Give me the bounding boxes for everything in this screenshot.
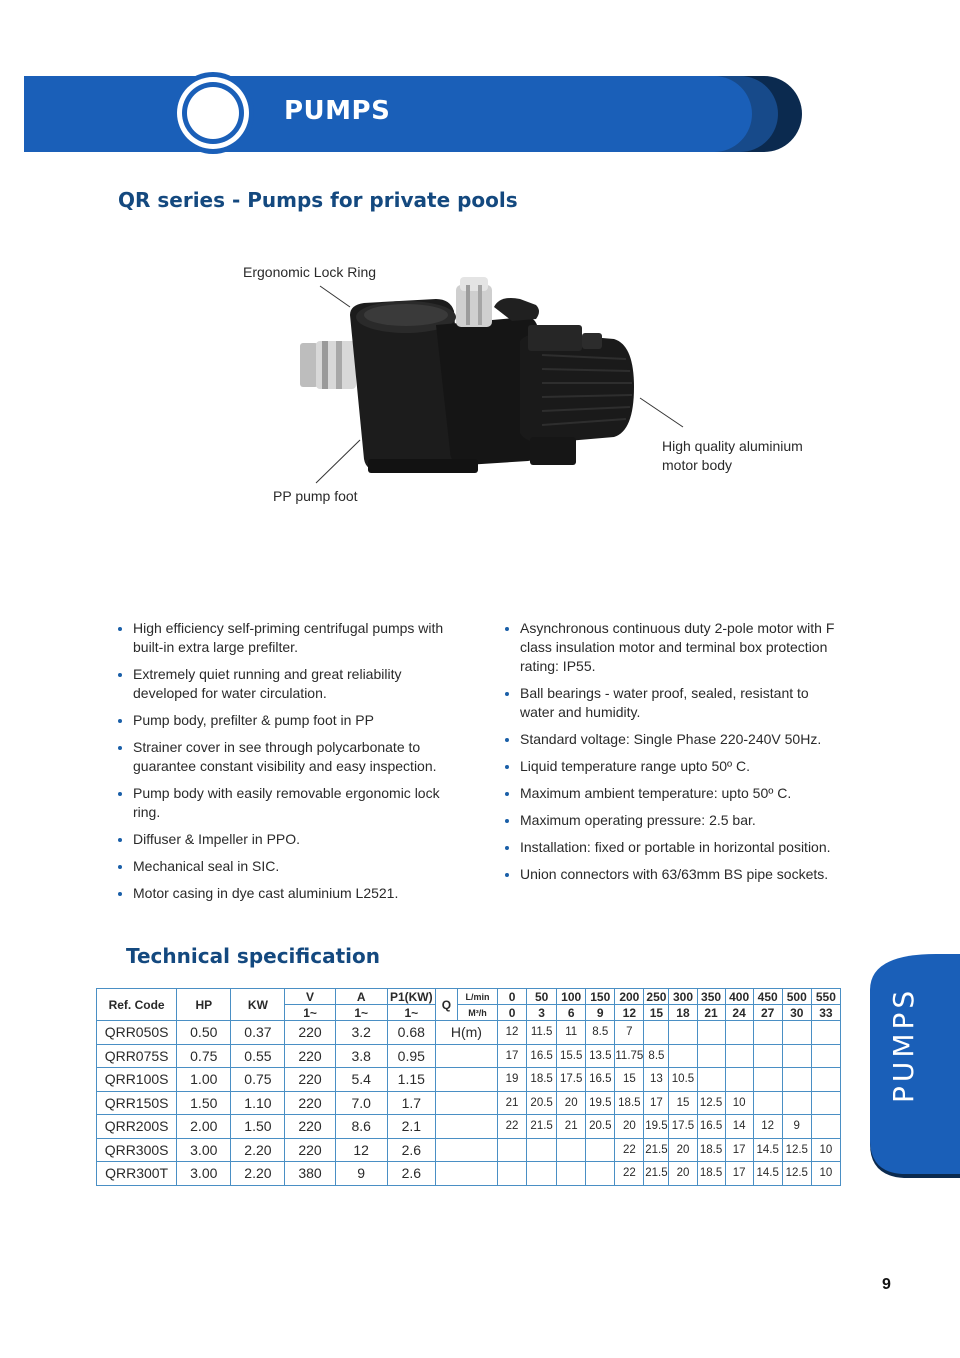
- feature-item: Union connectors with 63/63mm BS pipe sockets.: [505, 865, 835, 884]
- head-value-cell: [811, 1068, 840, 1092]
- flow-lmin-cell: 550: [811, 989, 840, 1005]
- head-value-cell: 15.5: [557, 1044, 586, 1068]
- header-kw: KW: [231, 989, 285, 1021]
- head-value-cell: 17: [725, 1162, 753, 1186]
- head-value-cell: [669, 1021, 697, 1045]
- p1-cell: 2.6: [387, 1138, 435, 1162]
- hp-cell: 3.00: [177, 1138, 231, 1162]
- flow-m3h-cell: 0: [498, 1005, 527, 1021]
- table-row: [97, 1115, 841, 1139]
- table-row: [97, 1138, 841, 1162]
- head-value-cell: 12.5: [782, 1162, 811, 1186]
- header-hp: HP: [177, 989, 231, 1021]
- head-value-cell: [557, 1138, 586, 1162]
- page-number: 9: [882, 1276, 891, 1293]
- head-value-cell: 8.5: [586, 1021, 615, 1045]
- amps-cell: 3.2: [335, 1021, 387, 1045]
- table-row: [97, 1162, 841, 1186]
- head-value-cell: [782, 1068, 811, 1092]
- feature-item: Pump body, prefilter & pump foot in PP: [118, 711, 468, 730]
- feature-item: High efficiency self-priming centrifugal pumps with built-in extra large prefilter.: [118, 619, 468, 657]
- flow-m3h-cell: 24: [725, 1005, 753, 1021]
- feature-item: Installation: fixed or portable in horizontal position.: [505, 838, 835, 857]
- header-a-phase: 1~: [335, 1005, 387, 1021]
- p1-cell: 0.95: [387, 1044, 435, 1068]
- head-value-cell: [725, 1068, 753, 1092]
- feature-item: Standard voltage: Single Phase 220-240V 50Hz.: [505, 730, 835, 749]
- feature-item: Maximum ambient temperature: upto 50º C.: [505, 784, 835, 803]
- flow-lmin-cell: 500: [782, 989, 811, 1005]
- head-value-cell: 8.5: [644, 1044, 669, 1068]
- feature-item: Liquid temperature range upto 50º C.: [505, 757, 835, 776]
- flow-m3h-cell: 27: [753, 1005, 782, 1021]
- feature-item: Motor casing in dye cast aluminium L2521.: [118, 884, 468, 903]
- voltage-cell: 220: [285, 1044, 335, 1068]
- kw-cell: 0.37: [231, 1021, 285, 1045]
- head-value-cell: 19.5: [586, 1091, 615, 1115]
- header-p1-phase: 1~: [387, 1005, 435, 1021]
- hp-cell: 0.50: [177, 1021, 231, 1045]
- flow-m3h-cell: 3: [527, 1005, 557, 1021]
- head-value-cell: 10.5: [669, 1068, 697, 1092]
- head-value-cell: [811, 1021, 840, 1045]
- head-value-cell: 12.5: [782, 1138, 811, 1162]
- head-value-cell: 16.5: [697, 1115, 725, 1139]
- head-value-cell: 20: [557, 1091, 586, 1115]
- flow-lmin-cell: 300: [669, 989, 697, 1005]
- callout-pump-foot: PP pump foot: [273, 488, 358, 504]
- head-value-cell: 11: [557, 1021, 586, 1045]
- feature-item: Pump body with easily removable ergonomic lock ring.: [118, 784, 468, 822]
- spec-title: Technical specification: [126, 944, 380, 968]
- head-value-cell: 10: [811, 1138, 840, 1162]
- ref-code-cell: QRR100S: [97, 1068, 177, 1092]
- head-value-cell: 14.5: [753, 1162, 782, 1186]
- amps-cell: 3.8: [335, 1044, 387, 1068]
- head-value-cell: 12.5: [697, 1091, 725, 1115]
- amps-cell: 8.6: [335, 1115, 387, 1139]
- head-value-cell: [697, 1044, 725, 1068]
- head-value-cell: 20: [615, 1115, 644, 1139]
- head-value-cell: [753, 1044, 782, 1068]
- header-ref-code: Ref. Code: [97, 989, 177, 1021]
- q-empty-cell: [435, 1044, 497, 1068]
- ring-logo-icon: [170, 70, 256, 156]
- hp-cell: 0.75: [177, 1044, 231, 1068]
- head-value-cell: 13.5: [586, 1044, 615, 1068]
- feature-item: Extremely quiet running and great reliability developed for water circulation.: [118, 665, 468, 703]
- feature-item: Mechanical seal in SIC.: [118, 857, 468, 876]
- head-value-cell: [725, 1044, 753, 1068]
- head-value-cell: 20.5: [586, 1115, 615, 1139]
- head-value-cell: [782, 1044, 811, 1068]
- flow-m3h-cell: 6: [557, 1005, 586, 1021]
- head-value-cell: 17.5: [669, 1115, 697, 1139]
- hp-cell: 1.50: [177, 1091, 231, 1115]
- head-value-cell: 21.5: [644, 1138, 669, 1162]
- callout-lock-ring: Ergonomic Lock Ring: [243, 264, 377, 280]
- banner-shape: [24, 76, 808, 152]
- head-value-cell: 12: [498, 1021, 527, 1045]
- p1-cell: 1.7: [387, 1091, 435, 1115]
- head-value-cell: 15: [669, 1091, 697, 1115]
- voltage-cell: 220: [285, 1068, 335, 1092]
- header-lmin: L/min: [457, 989, 497, 1005]
- callout-motor-body-line1: High quality aluminium: [662, 438, 803, 454]
- head-value-cell: 16.5: [586, 1068, 615, 1092]
- feature-item: Diffuser & Impeller in PPO.: [118, 830, 468, 849]
- kw-cell: 1.10: [231, 1091, 285, 1115]
- features-right-list: [505, 619, 835, 892]
- kw-cell: 0.55: [231, 1044, 285, 1068]
- q-empty-cell: [435, 1068, 497, 1092]
- head-value-cell: 17: [725, 1138, 753, 1162]
- head-unit-cell: H(m): [435, 1021, 497, 1045]
- kw-cell: 2.20: [231, 1138, 285, 1162]
- p1-cell: 2.6: [387, 1162, 435, 1186]
- banner-title: PUMPS: [284, 96, 391, 126]
- head-value-cell: [586, 1162, 615, 1186]
- head-value-cell: [782, 1091, 811, 1115]
- flow-m3h-cell: 21: [697, 1005, 725, 1021]
- feature-item: Strainer cover in see through polycarbonate to guarantee constant visibility and easy inspection.: [118, 738, 468, 776]
- head-value-cell: 11.75: [615, 1044, 644, 1068]
- table-row: [97, 1044, 841, 1068]
- q-empty-cell: [435, 1138, 497, 1162]
- head-value-cell: 21: [498, 1091, 527, 1115]
- amps-cell: 12: [335, 1138, 387, 1162]
- amps-cell: 7.0: [335, 1091, 387, 1115]
- ref-code-cell: QRR200S: [97, 1115, 177, 1139]
- flow-m3h-cell: 9: [586, 1005, 615, 1021]
- ref-code-cell: QRR075S: [97, 1044, 177, 1068]
- voltage-cell: 220: [285, 1021, 335, 1045]
- pump-illustration: [230, 255, 830, 515]
- head-value-cell: 10: [725, 1091, 753, 1115]
- header-v-phase: 1~: [285, 1005, 335, 1021]
- flow-lmin-cell: 50: [527, 989, 557, 1005]
- head-value-cell: [498, 1138, 527, 1162]
- feature-item: Ball bearings - water proof, sealed, resistant to water and humidity.: [505, 684, 835, 722]
- feature-item: Maximum operating pressure: 2.5 bar.: [505, 811, 835, 830]
- head-value-cell: 21: [557, 1115, 586, 1139]
- flow-lmin-cell: 350: [697, 989, 725, 1005]
- flow-m3h-cell: 12: [615, 1005, 644, 1021]
- series-title: QR series - Pumps for private pools: [118, 188, 518, 212]
- kw-cell: 2.20: [231, 1162, 285, 1186]
- header-p1: P1(KW): [387, 989, 435, 1005]
- head-value-cell: 22: [615, 1138, 644, 1162]
- kw-cell: 1.50: [231, 1115, 285, 1139]
- head-value-cell: 17: [498, 1044, 527, 1068]
- head-value-cell: [725, 1021, 753, 1045]
- head-value-cell: 18.5: [615, 1091, 644, 1115]
- head-value-cell: [753, 1068, 782, 1092]
- flow-lmin-cell: 150: [586, 989, 615, 1005]
- ref-code-cell: QRR050S: [97, 1021, 177, 1045]
- ref-code-cell: QRR150S: [97, 1091, 177, 1115]
- flow-lmin-cell: 400: [725, 989, 753, 1005]
- header-m3h: M³/h: [457, 1005, 497, 1021]
- head-value-cell: [527, 1162, 557, 1186]
- kw-cell: 0.75: [231, 1068, 285, 1092]
- head-value-cell: 7: [615, 1021, 644, 1045]
- head-value-cell: [697, 1021, 725, 1045]
- flow-lmin-cell: 100: [557, 989, 586, 1005]
- voltage-cell: 220: [285, 1091, 335, 1115]
- head-value-cell: [644, 1021, 669, 1045]
- head-value-cell: [527, 1138, 557, 1162]
- head-value-cell: 22: [615, 1162, 644, 1186]
- side-tab-label: PUMPS: [887, 986, 920, 1103]
- p1-cell: 2.1: [387, 1115, 435, 1139]
- hp-cell: 2.00: [177, 1115, 231, 1139]
- head-value-cell: 16.5: [527, 1044, 557, 1068]
- head-value-cell: [811, 1115, 840, 1139]
- table-row: [97, 1091, 841, 1115]
- head-value-cell: 21.5: [644, 1162, 669, 1186]
- head-value-cell: [811, 1091, 840, 1115]
- flow-m3h-cell: 30: [782, 1005, 811, 1021]
- head-value-cell: [782, 1021, 811, 1045]
- head-value-cell: 20: [669, 1162, 697, 1186]
- ref-code-cell: QRR300S: [97, 1138, 177, 1162]
- head-value-cell: 10: [811, 1162, 840, 1186]
- p1-cell: 1.15: [387, 1068, 435, 1092]
- head-value-cell: 20: [669, 1138, 697, 1162]
- features-left-list: [118, 619, 468, 911]
- head-value-cell: [586, 1138, 615, 1162]
- q-empty-cell: [435, 1162, 497, 1186]
- head-value-cell: [557, 1162, 586, 1186]
- flow-m3h-cell: 15: [644, 1005, 669, 1021]
- header-banner: [24, 76, 808, 152]
- head-value-cell: 18.5: [697, 1138, 725, 1162]
- table-row: [97, 1021, 841, 1045]
- feature-item: Asynchronous continuous duty 2-pole motor with F class insulation motor and terminal box protection rating: IP55.: [505, 619, 835, 676]
- callout-motor-body-line2: motor body: [662, 457, 733, 473]
- flow-lmin-cell: 0: [498, 989, 527, 1005]
- head-value-cell: 21.5: [527, 1115, 557, 1139]
- flow-lmin-cell: 450: [753, 989, 782, 1005]
- head-value-cell: [811, 1044, 840, 1068]
- head-value-cell: [669, 1044, 697, 1068]
- head-value-cell: 12: [753, 1115, 782, 1139]
- amps-cell: 5.4: [335, 1068, 387, 1092]
- head-value-cell: [697, 1068, 725, 1092]
- voltage-cell: 220: [285, 1138, 335, 1162]
- ref-code-cell: QRR300T: [97, 1162, 177, 1186]
- head-value-cell: 20.5: [527, 1091, 557, 1115]
- hp-cell: 3.00: [177, 1162, 231, 1186]
- head-value-cell: 13: [644, 1068, 669, 1092]
- amps-cell: 9: [335, 1162, 387, 1186]
- header-a: A: [335, 989, 387, 1005]
- head-value-cell: 18.5: [527, 1068, 557, 1092]
- hp-cell: 1.00: [177, 1068, 231, 1092]
- header-v: V: [285, 989, 335, 1005]
- p1-cell: 0.68: [387, 1021, 435, 1045]
- q-empty-cell: [435, 1091, 497, 1115]
- header-q: Q: [435, 989, 457, 1021]
- head-value-cell: 22: [498, 1115, 527, 1139]
- head-value-cell: 19: [498, 1068, 527, 1092]
- flow-lmin-cell: 200: [615, 989, 644, 1005]
- head-value-cell: 17: [644, 1091, 669, 1115]
- head-value-cell: 14.5: [753, 1138, 782, 1162]
- head-value-cell: 18.5: [697, 1162, 725, 1186]
- head-value-cell: [753, 1091, 782, 1115]
- flow-m3h-cell: 33: [811, 1005, 840, 1021]
- table-row: [97, 1068, 841, 1092]
- head-value-cell: [498, 1162, 527, 1186]
- head-value-cell: 11.5: [527, 1021, 557, 1045]
- head-value-cell: 15: [615, 1068, 644, 1092]
- head-value-cell: 9: [782, 1115, 811, 1139]
- spec-table: [96, 988, 841, 1186]
- flow-m3h-cell: 18: [669, 1005, 697, 1021]
- head-value-cell: 17.5: [557, 1068, 586, 1092]
- voltage-cell: 220: [285, 1115, 335, 1139]
- head-value-cell: [753, 1021, 782, 1045]
- voltage-cell: 380: [285, 1162, 335, 1186]
- flow-lmin-cell: 250: [644, 989, 669, 1005]
- head-value-cell: 14: [725, 1115, 753, 1139]
- q-empty-cell: [435, 1115, 497, 1139]
- head-value-cell: 19.5: [644, 1115, 669, 1139]
